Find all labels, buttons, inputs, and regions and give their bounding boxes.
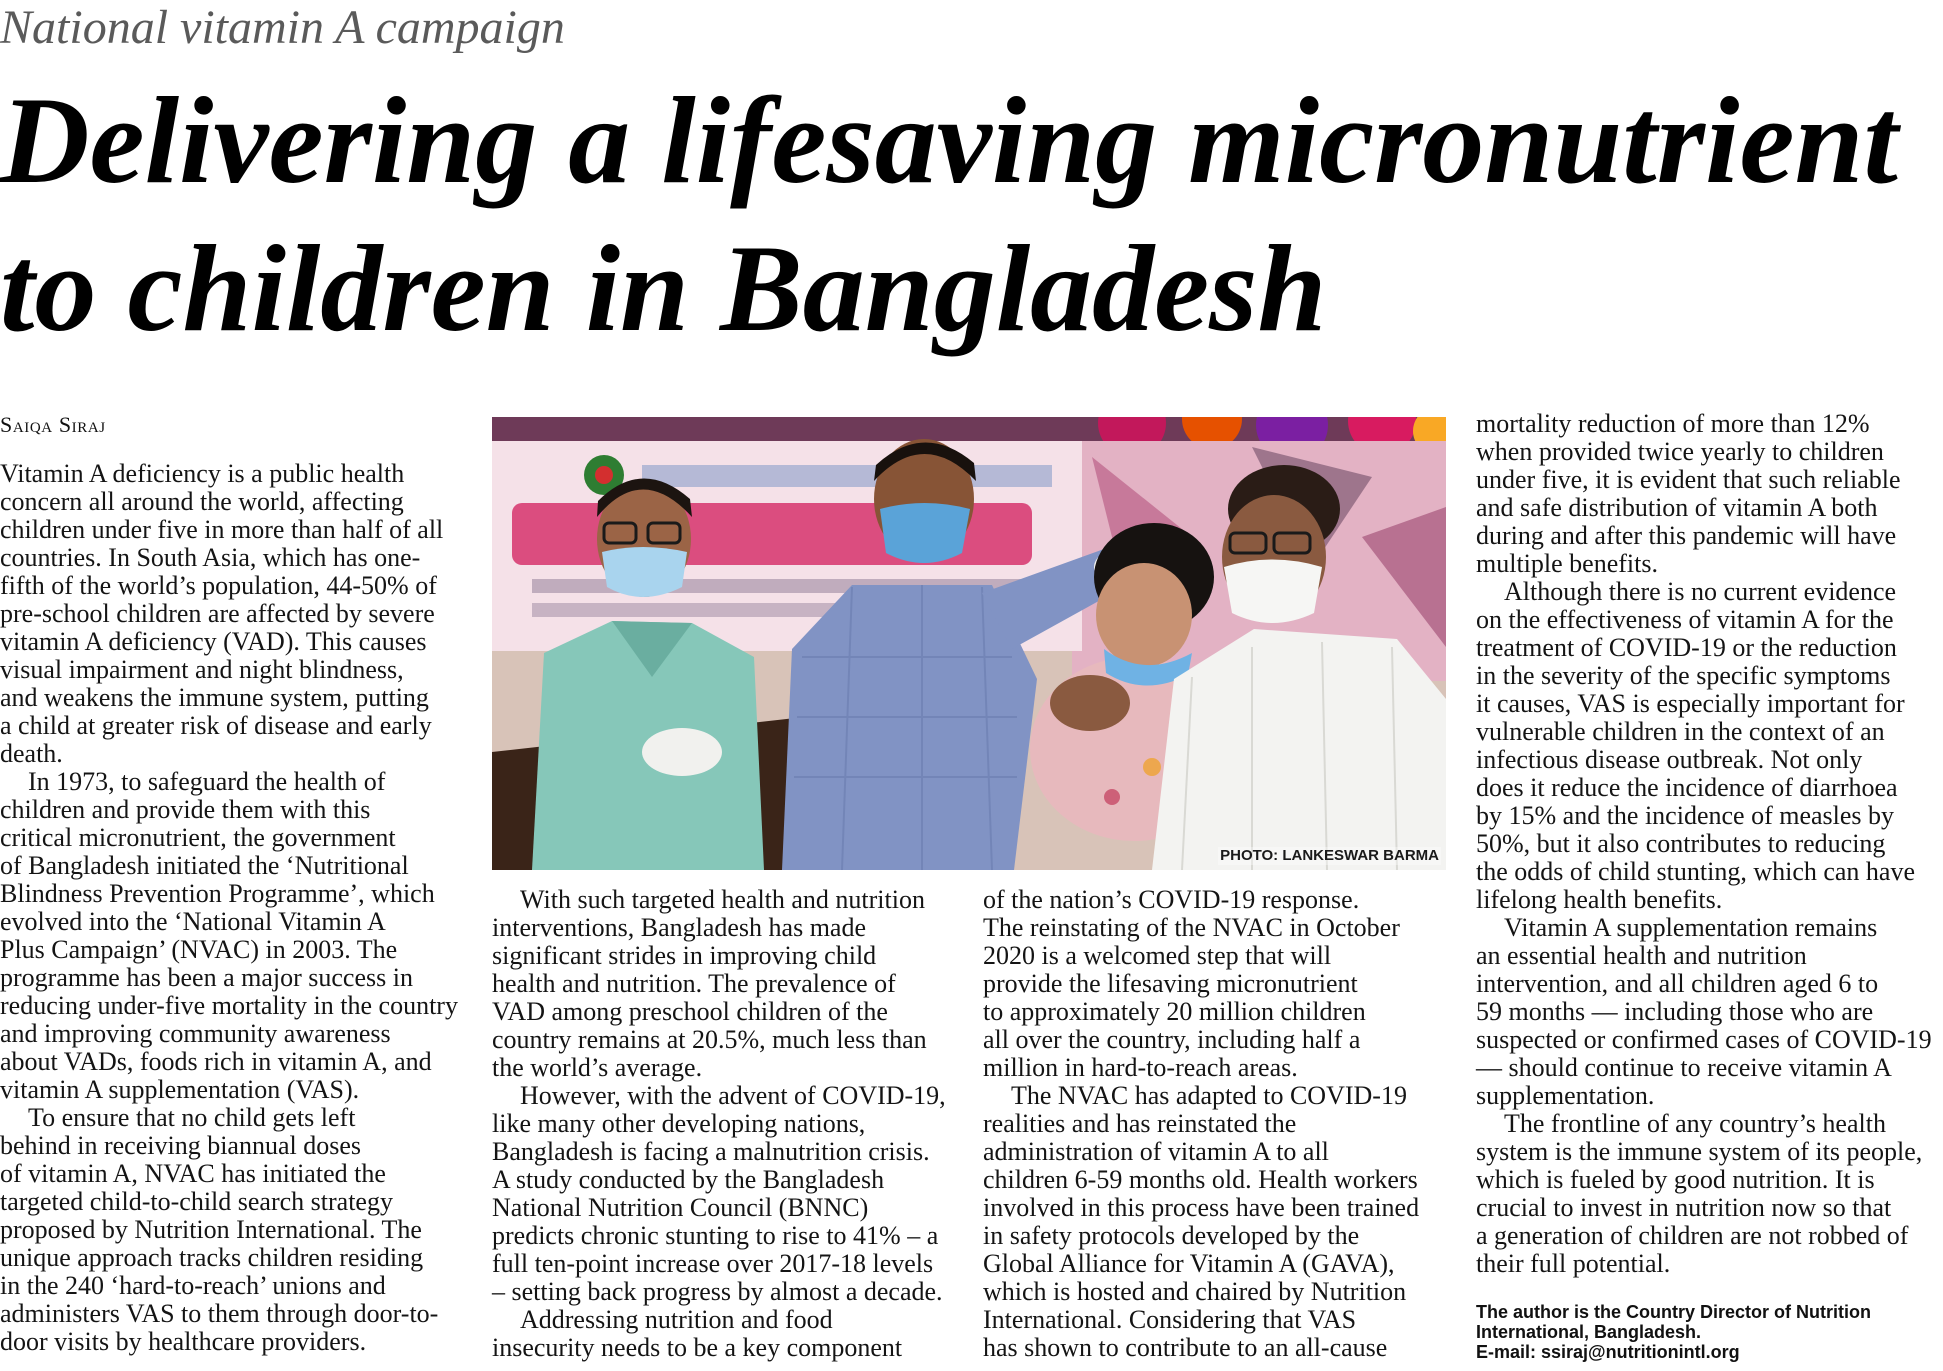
text-line: million in hard-to-reach areas.: [983, 1053, 1298, 1082]
text-line: supplementation.: [1476, 1081, 1655, 1110]
paragraph: [0, 460, 464, 768]
text-line: suspected or confirmed cases of COVID-19: [1476, 1025, 1932, 1054]
text-line: 50%, but it also contributes to reducing: [1476, 829, 1886, 858]
glove: [642, 728, 722, 776]
hand: [1050, 675, 1130, 731]
text-line: intervention, and all children aged 6 to: [1476, 969, 1879, 998]
text-line: vitamin A deficiency (VAD). This causes: [0, 627, 427, 656]
text-line: and safe distribution of vitamin A both: [1476, 493, 1878, 522]
text-line: Vitamin A supplementation remains: [1504, 913, 1878, 942]
section-kicker: National vitamin A campaign: [0, 1, 565, 54]
text-line: 2020 is a welcomed step that will: [983, 941, 1332, 970]
text-line: vulnerable children in the context of an: [1476, 717, 1885, 746]
text-line: by 15% and the incidence of measles by: [1476, 801, 1895, 830]
text-line: the odds of child stunting, which can have: [1476, 857, 1916, 886]
text-line: an essential health and nutrition: [1476, 941, 1807, 970]
text-line: children under five in more than half of all: [0, 515, 444, 544]
text-line: a generation of children are not robbed of: [1476, 1221, 1909, 1250]
text-line: provide the lifesaving micronutrient: [983, 969, 1358, 998]
text-line: To ensure that no child gets left: [28, 1103, 356, 1132]
paragraph: [983, 1082, 1443, 1362]
text-line: Although there is no current evidence: [1504, 577, 1897, 606]
text-line: reducing under-five mortality in the country: [0, 991, 458, 1020]
text-line: Addressing nutrition and food: [520, 1305, 833, 1334]
text-line: The reinstating of the NVAC in October: [983, 913, 1400, 942]
article-column-3: [983, 886, 1443, 1362]
text-line: which is fueled by good nutrition. It is: [1476, 1165, 1875, 1194]
text-line: proposed by Nutrition International. The: [0, 1215, 422, 1244]
text-line: the world’s average.: [492, 1053, 703, 1082]
text-line: full ten-point increase over 2017-18 levels: [492, 1249, 934, 1278]
text-line: — should continue to receive vitamin A: [1476, 1053, 1892, 1082]
text-line: on the effectiveness of vitamin A for the: [1476, 605, 1894, 634]
text-line: In 1973, to safeguard the health of: [28, 767, 386, 796]
text-line: Plus Campaign’ (NVAC) in 2003. The: [0, 935, 398, 964]
text-line: A study conducted by the Bangladesh: [492, 1165, 885, 1194]
text-line: The author is the Country Director of Nutrition: [1476, 1302, 1871, 1322]
article-photo: [492, 417, 1446, 870]
vitamin-a-distribution-photo: [492, 417, 1446, 870]
text-line: of Bangladesh initiated the ‘Nutritional: [0, 851, 409, 880]
paragraph: [1476, 914, 1941, 1110]
text-line: The frontline of any country’s health: [1504, 1109, 1886, 1138]
paragraph: [492, 1306, 953, 1362]
text-line: International, Bangladesh.: [1476, 1322, 1702, 1342]
text-line: infectious disease outbreak. Not only: [1476, 745, 1863, 774]
text-line: of vitamin A, NVAC has initiated the: [0, 1159, 386, 1188]
text-line: Global Alliance for Vitamin A (GAVA),: [983, 1249, 1395, 1278]
text-line: mortality reduction of more than 12%: [1476, 409, 1870, 438]
text-line: children and provide them with this: [0, 795, 371, 824]
author-note: [1476, 1302, 1941, 1362]
headline: [0, 67, 1898, 363]
text-line: countries. In South Asia, which has one-: [0, 543, 421, 572]
article-column-2: [492, 886, 953, 1362]
text-line: a child at greater risk of disease and early: [0, 711, 432, 740]
text-line: multiple benefits.: [1476, 549, 1658, 578]
text-line: predicts chronic stunting to rise to 41% – a: [492, 1221, 939, 1250]
text-line: visual impairment and night blindness,: [0, 655, 404, 684]
text-line: death.: [0, 739, 63, 768]
text-line: Bangladesh is facing a malnutrition crisis.: [492, 1137, 930, 1166]
text-line: realities and has reinstated the: [983, 1109, 1297, 1138]
text-line: insecurity needs to be a key component: [492, 1333, 903, 1362]
text-line: does it reduce the incidence of diarrhoea: [1476, 773, 1898, 802]
text-line: like many other developing nations,: [492, 1109, 866, 1138]
text-line: However, with the advent of COVID-19,: [520, 1081, 946, 1110]
text-line: The NVAC has adapted to COVID-19: [1011, 1081, 1407, 1110]
text-line: pre-school children are affected by severe: [0, 599, 435, 628]
text-line: which is hosted and chaired by Nutrition: [983, 1277, 1407, 1306]
text-line: under five, it is evident that such reliable: [1476, 465, 1901, 494]
text-line: in the severity of the specific symptoms: [1476, 661, 1891, 690]
text-line: all over the country, including half a: [983, 1025, 1361, 1054]
article-column-1: [0, 460, 464, 1356]
paragraph: [983, 886, 1443, 1082]
headline-line: to children in Bangladesh: [0, 220, 1327, 357]
text-line: Vitamin A deficiency is a public health: [0, 459, 405, 488]
text-line: behind in receiving biannual doses: [0, 1131, 362, 1160]
text-line: and improving community awareness: [0, 1019, 391, 1048]
text-line: in safety protocols developed by the: [983, 1221, 1360, 1250]
text-line: health and nutrition. The prevalence of: [492, 969, 896, 998]
text-line: evolved into the ‘National Vitamin A: [0, 907, 386, 936]
text-line: significant strides in improving child: [492, 941, 877, 970]
headline-line: Delivering a lifesaving micronutrient: [0, 72, 1898, 209]
text-line: vitamin A supplementation (VAS).: [0, 1075, 360, 1104]
text-line: crucial to invest in nutrition now so that: [1476, 1193, 1892, 1222]
paragraph: [1476, 1110, 1941, 1278]
text-line: VAD among preschool children of the: [492, 997, 888, 1026]
byline: Saiqa Siraj: [0, 412, 106, 437]
text-line: has shown to contribute to an all-cause: [983, 1333, 1388, 1362]
text-line: critical micronutrient, the government: [0, 823, 396, 852]
text-line: involved in this process have been trained: [983, 1193, 1420, 1222]
text-line: their full potential.: [1476, 1249, 1671, 1278]
text-line: concern all around the world, affecting: [0, 487, 404, 516]
text-line: about VADs, foods rich in vitamin A, and: [0, 1047, 432, 1076]
text-line: it causes, VAS is especially important for: [1476, 689, 1905, 718]
text-line: programme has been a major success in: [0, 963, 413, 992]
text-line: and weakens the immune system, putting: [0, 683, 429, 712]
article-column-4: [1476, 410, 1941, 1278]
text-line: in the 240 ‘hard-to-reach’ unions and: [0, 1271, 386, 1300]
text-line: International. Considering that VAS: [983, 1305, 1357, 1334]
text-line: E-mail: ssiraj@nutritionintl.org: [1476, 1342, 1740, 1362]
paragraph: [0, 1104, 464, 1356]
text-line: when provided twice yearly to children: [1476, 437, 1884, 466]
photo-credit: PHOTO: LANKESWAR BARMA: [1220, 847, 1439, 864]
text-line: administers VAS to them through door-to-: [0, 1299, 439, 1328]
paragraph: [0, 768, 464, 1104]
text-line: With such targeted health and nutrition: [520, 885, 925, 914]
text-line: children 6-59 months old. Health workers: [983, 1165, 1418, 1194]
text-line: door visits by healthcare providers.: [0, 1327, 367, 1356]
text-line: targeted child-to-child search strategy: [0, 1187, 393, 1216]
paragraph: [492, 1082, 953, 1306]
paragraph: [1476, 578, 1941, 914]
text-line: to approximately 20 million children: [983, 997, 1366, 1026]
text-line: administration of vitamin A to all: [983, 1137, 1329, 1166]
text-line: of the nation’s COVID-19 response.: [983, 885, 1360, 914]
text-line: Blindness Prevention Programme’, which: [0, 879, 435, 908]
text-line: fifth of the world’s population, 44-50% of: [0, 571, 437, 600]
text-line: treatment of COVID-19 or the reduction: [1476, 633, 1897, 662]
text-line: country remains at 20.5%, much less than: [492, 1025, 927, 1054]
paragraph: [1476, 410, 1941, 578]
text-line: during and after this pandemic will have: [1476, 521, 1897, 550]
text-line: system is the immune system of its people,: [1476, 1137, 1923, 1166]
text-line: – setting back progress by almost a decade.: [492, 1277, 943, 1306]
text-line: 59 months — including those who are: [1476, 997, 1874, 1026]
text-line: lifelong health benefits.: [1476, 885, 1723, 914]
text-line: unique approach tracks children residing: [0, 1243, 424, 1272]
paragraph: [492, 886, 953, 1082]
text-line: National Nutrition Council (BNNC): [492, 1193, 869, 1222]
text-line: interventions, Bangladesh has made: [492, 913, 867, 942]
